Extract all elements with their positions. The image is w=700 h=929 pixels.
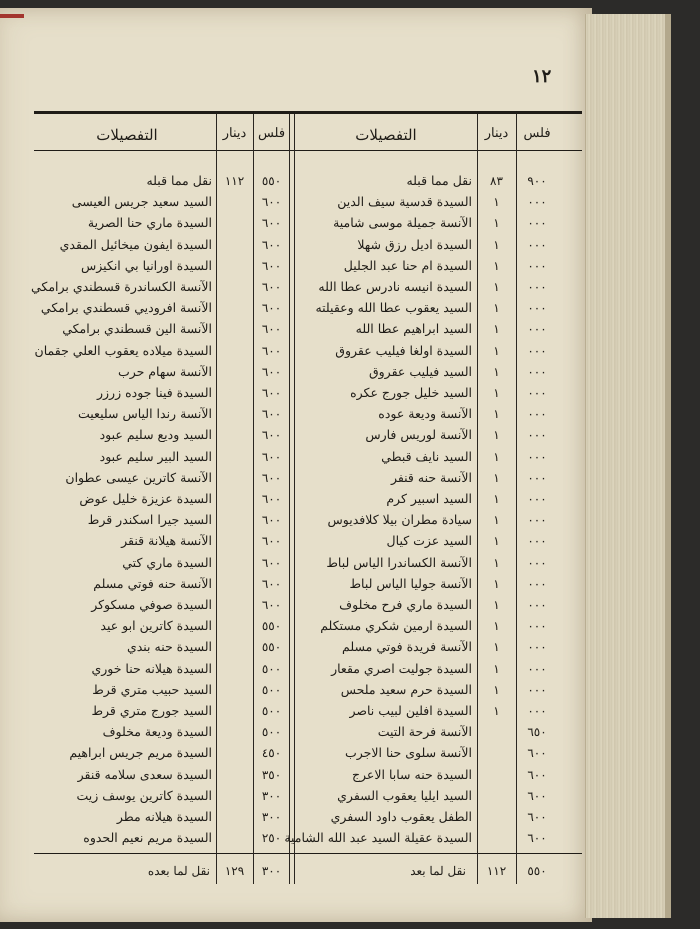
right-row-dinar [477, 806, 516, 828]
left-row-fils: ٦٠٠ [261, 577, 282, 591]
right-row-fils: ٦٠٠ [527, 789, 547, 803]
right-row-dinar: ١ [493, 577, 500, 591]
left-row-fils: ٦٠٠ [261, 492, 282, 506]
left-row-fils: ٦٠٠ [261, 238, 282, 252]
right-row-dinar: ١ [493, 259, 500, 273]
right-row-fils: ٠٠٠ [527, 344, 547, 358]
left-row-fils: ٥٥٠ [261, 640, 282, 654]
left-row-fils: ٦٠٠ [261, 534, 282, 548]
left-row-name: السيدة سعدى سلامه قنقر [77, 767, 212, 782]
right-row-fils: ٦٠٠ [527, 810, 547, 824]
right-row-dinar: ١ [493, 450, 500, 464]
right-row-name: السيد اسبير كرم [386, 491, 472, 506]
left-row-dinar [216, 594, 253, 616]
left-row-name: السيدة ماري كتي [122, 555, 212, 570]
right-row-fils: ٠٠٠ [527, 322, 547, 336]
left-row-name: السيدة مريم جريس ابراهيم [69, 745, 212, 760]
left-row-dinar [216, 297, 253, 319]
right-row-name: السيدة قدسية سيف الدين [337, 194, 472, 209]
left-row-fils: ٦٠٠ [261, 513, 282, 527]
right-row-fils: ٠٠٠ [527, 280, 547, 294]
right-row-fils: ٠٠٠ [527, 577, 547, 591]
left-row-dinar [216, 382, 253, 404]
right-row-dinar [477, 785, 516, 807]
right-row-name: الآنسة وديعة عوده [378, 406, 472, 421]
right-row-dinar: ١ [493, 428, 500, 442]
left-row-name: السيد وديع سليم عبود [99, 427, 212, 442]
left-row-name: الآنسة رندا الياس سليعيت [78, 406, 212, 421]
left-row-dinar [216, 234, 253, 256]
left-row-name: السيدة وديعة مخلوف [102, 724, 212, 739]
left-row-fils: ٦٠٠ [261, 386, 282, 400]
right-row-name: السيدة افلين لبيب ناصر [349, 703, 472, 718]
right-row-name: السيدة جوليت اصري مقعار [331, 661, 472, 676]
left-row-name: السيد حبيب متري قرط [92, 682, 212, 697]
left-row-dinar: ١١٢ [224, 174, 245, 188]
left-footer-dinar: ١٢٩ [224, 864, 245, 878]
left-row-dinar [216, 191, 253, 213]
right-row-name: السيد نايف قبطي [381, 449, 472, 464]
right-row-fils: ٠٠٠ [527, 216, 547, 230]
right-row-name: الآنسة جميلة موسى شامية [333, 215, 472, 230]
right-row-fils: ٠٠٠ [527, 386, 547, 400]
right-row-name: السيدة ام حنا عبد الجليل [343, 258, 472, 273]
left-row-dinar [216, 700, 253, 722]
right-row-fils: ٠٠٠ [527, 195, 547, 209]
right-row-dinar: ١ [493, 386, 500, 400]
right-row-fils: ٠٠٠ [527, 598, 547, 612]
left-row-dinar [216, 530, 253, 552]
right-row-dinar: ١ [493, 513, 500, 527]
right-row-name: نقل مما قبله [406, 173, 472, 188]
right-row-dinar [477, 721, 516, 743]
left-row-name: السيدة كاترين يوسف زيت [76, 788, 212, 803]
right-row-fils: ٠٠٠ [527, 513, 547, 527]
left-row-fils: ٥٥٠ [261, 174, 282, 188]
left-row-fils: ٦٠٠ [261, 365, 282, 379]
right-row-name: السيدة انيسه نادرس عطا الله [318, 279, 472, 294]
top-rule [34, 111, 582, 114]
right-row-fils: ٠٠٠ [527, 683, 547, 697]
right-row-name: السيد خليل جورج عكره [350, 385, 472, 400]
left-row-fils: ٦٠٠ [261, 407, 282, 421]
left-row-fils: ٦٠٠ [261, 598, 282, 612]
right-row-dinar: ١ [493, 344, 500, 358]
left-row-dinar [216, 827, 253, 849]
left-row-name: السيدة صوفي مسكوكر [91, 597, 212, 612]
right-row-name: الآنسة سلوى حنا الاجرب [344, 745, 472, 760]
right-row-name: السيدة حرم سعيد ملحس [340, 682, 472, 697]
left-row-name: السيدة ماري حنا الصرية [87, 215, 212, 230]
left-row-dinar [216, 403, 253, 425]
left-row-dinar [216, 509, 253, 531]
right-row-name: السيدة عقيلة السيد عبد الله الشامية [284, 830, 472, 845]
right-row-dinar [477, 827, 516, 849]
left-row-name: السيد جيرا اسكندر قرط [87, 512, 212, 527]
right-row-name: السيد عزت كيال [386, 533, 472, 548]
right-row-dinar [477, 742, 516, 764]
right-row-name: السيد فيليب عقروق [368, 364, 472, 379]
right-row-name: السيد ابراهيم عطا الله [355, 321, 472, 336]
left-row-fils: ٦٠٠ [261, 322, 282, 336]
right-row-fils: ٠٠٠ [527, 556, 547, 570]
right-row-name: الآنسة الكساندرا الياس لباط [326, 555, 472, 570]
book-page-edges [585, 14, 671, 918]
right-row-name: سيادة مطران بيلا كلافديوس [327, 512, 472, 527]
left-row-name: السيدة فينا جوده زرزر [96, 385, 212, 400]
right-header-dinar: دينار [484, 126, 509, 141]
left-row-dinar [216, 573, 253, 595]
right-row-name: السيد يعقوب عطا الله وعقيلته [315, 300, 472, 315]
right-row-name: السيد ايليا يعقوب السفري [337, 788, 472, 803]
left-row-dinar [216, 658, 253, 680]
right-row-dinar: ١ [493, 365, 500, 379]
left-footer-fils: ٣٠٠ [261, 864, 282, 878]
page-number: ١٢ [532, 66, 552, 87]
right-row-fils: ٠٠٠ [527, 640, 547, 654]
right-row-fils: ٠٠٠ [527, 619, 547, 633]
right-row-dinar: ١ [493, 662, 500, 676]
right-row-dinar: ١ [493, 407, 500, 421]
left-row-fils: ٦٠٠ [261, 471, 282, 485]
left-row-fils: ٦٠٠ [261, 556, 282, 570]
left-row-name: السيدة كاترين ابو عيد [100, 618, 212, 633]
left-row-dinar [216, 806, 253, 828]
right-row-name: السيدة ارمين شكري مستكلم [320, 618, 472, 633]
right-row-fils: ٠٠٠ [527, 407, 547, 421]
left-row-fils: ٢٥٠ [261, 831, 282, 845]
left-row-name: السيدة هيلانه حنا خوري [91, 661, 212, 676]
right-row-fils: ٠٠٠ [527, 450, 547, 464]
right-row-dinar: ١ [493, 492, 500, 506]
right-row-name: الآنسة لوريس فارس [365, 427, 472, 442]
left-row-dinar [216, 467, 253, 489]
left-row-fils: ٦٠٠ [261, 301, 282, 315]
right-row-fils: ٦٥٠ [527, 725, 547, 739]
right-row-fils: ٠٠٠ [527, 238, 547, 252]
right-row-fils: ٠٠٠ [527, 259, 547, 273]
right-row-dinar: ١ [493, 322, 500, 336]
right-row-dinar: ١ [493, 619, 500, 633]
left-row-name: السيدة مريم نعيم الحدوه [83, 830, 212, 845]
header-rule [34, 150, 582, 151]
right-row-fils: ٠٠٠ [527, 662, 547, 676]
right-row-name: الآنسة حنه قنفر [390, 470, 472, 485]
left-row-name: السيد جورج متري قرط [91, 703, 212, 718]
left-row-dinar [216, 361, 253, 383]
left-row-dinar [216, 488, 253, 510]
right-row-name: السيدة اديل رزق شهلا [357, 237, 472, 252]
left-row-dinar [216, 764, 253, 786]
right-row-fils: ٦٠٠ [527, 746, 547, 760]
right-row-dinar: ١ [493, 301, 500, 315]
right-footer-carry: نقل لما بعد [410, 864, 466, 878]
left-row-fils: ٦٠٠ [261, 259, 282, 273]
right-row-name: السيدة اولغا فيليب عقروق [335, 343, 472, 358]
left-row-name: الآنسة الين قسطندي برامكي [62, 321, 212, 336]
right-row-dinar: ١ [493, 598, 500, 612]
right-row-name: الآنسة جوليا الياس لباط [349, 576, 472, 591]
right-row-dinar: ١ [493, 195, 500, 209]
left-row-fils: ٦٠٠ [261, 216, 282, 230]
left-row-fils: ٥٠٠ [261, 725, 282, 739]
right-row-dinar: ١ [493, 556, 500, 570]
left-row-fils: ٣٥٠ [261, 768, 282, 782]
right-row-dinar: ١ [493, 640, 500, 654]
right-row-fils: ٦٠٠ [527, 768, 547, 782]
right-row-fils: ٠٠٠ [527, 704, 547, 718]
left-row-fils: ٦٠٠ [261, 280, 282, 294]
left-row-name: نقل مما قبله [146, 173, 212, 188]
left-row-fils: ٥٠٠ [261, 704, 282, 718]
left-row-fils: ٤٥٠ [261, 746, 282, 760]
left-row-name: الآنسة افروديي قسطندي برامكي [40, 300, 212, 315]
right-header-fils: فلس [523, 126, 551, 141]
left-row-dinar [216, 636, 253, 658]
left-row-name: السيد البير سليم عبود [99, 449, 212, 464]
left-row-name: الآنسة الكساندرة قسطندي برامكي [31, 279, 212, 294]
right-row-fils: ٠٠٠ [527, 492, 547, 506]
right-header-details: التفصيلات [355, 126, 417, 144]
left-row-dinar [216, 446, 253, 468]
left-row-name: الآنسة هيلانة قنقر [121, 533, 212, 548]
left-row-name: السيدة ميلاده يعقوب العلي جقمان [34, 343, 212, 358]
right-row-dinar: ١ [493, 534, 500, 548]
left-row-name: السيد سعيد جريس العيسى [71, 194, 212, 209]
left-row-dinar [216, 212, 253, 234]
left-row-fils: ٦٠٠ [261, 450, 282, 464]
right-row-name: الطفل يعقوب داود السفري [330, 809, 472, 824]
left-header-fils: فلس [257, 126, 286, 141]
left-row-dinar [216, 615, 253, 637]
left-row-dinar [216, 424, 253, 446]
right-row-dinar: ١ [493, 238, 500, 252]
left-row-name: الآنسة حنه فوتي مسلم [93, 576, 212, 591]
left-row-name: الآنسة سهام حرب [117, 364, 212, 379]
left-row-fils: ٦٠٠ [261, 344, 282, 358]
left-footer-carry: نقل لما بعده [147, 864, 210, 878]
left-row-fils: ٦٠٠ [261, 195, 282, 209]
right-row-dinar: ١ [493, 683, 500, 697]
left-row-dinar [216, 785, 253, 807]
left-row-name: السيدة عزيزة خليل عوض [79, 491, 212, 506]
left-row-fils: ٥٥٠ [261, 619, 282, 633]
right-row-fils: ٠٠٠ [527, 428, 547, 442]
right-row-dinar: ١ [493, 280, 500, 294]
right-footer-fils: ٥٥٠ [527, 864, 547, 878]
right-footer-dinar: ١١٢ [486, 864, 507, 878]
left-row-fils: ٣٠٠ [261, 789, 282, 803]
left-row-name: السيدة هيلانه مطر [116, 809, 212, 824]
left-row-dinar [216, 276, 253, 298]
left-row-dinar [216, 318, 253, 340]
left-row-dinar [216, 255, 253, 277]
left-row-name: السيدة ايفون ميخائيل المقدي [59, 237, 212, 252]
right-row-fils: ٩٠٠ [527, 174, 547, 188]
right-row-fils: ٠٠٠ [527, 301, 547, 315]
right-row-dinar: ١ [493, 704, 500, 718]
left-row-fils: ٣٠٠ [261, 810, 282, 824]
left-row-name: السيدة حنه بندي [126, 639, 212, 654]
left-row-fils: ٥٠٠ [261, 662, 282, 676]
left-row-fils: ٥٠٠ [261, 683, 282, 697]
left-row-dinar [216, 721, 253, 743]
right-row-dinar: ١ [493, 471, 500, 485]
right-row-dinar [477, 764, 516, 786]
left-row-dinar [216, 552, 253, 574]
right-row-fils: ٠٠٠ [527, 471, 547, 485]
right-row-name: الآنسة فرحة التيت [377, 724, 472, 739]
left-header-details: التفصيلات [96, 126, 158, 144]
right-row-dinar: ١ [493, 216, 500, 230]
right-row-fils: ٠٠٠ [527, 365, 547, 379]
left-row-dinar [216, 679, 253, 701]
right-row-name: السيدة ماري فرح مخلوف [339, 597, 472, 612]
right-row-name: السيدة حنه سابا الاعرج [351, 767, 472, 782]
right-row-dinar: ٨٣ [490, 174, 503, 188]
left-row-dinar [216, 340, 253, 362]
red-bookmark-mark [0, 14, 24, 18]
right-row-fils: ٦٠٠ [527, 831, 547, 845]
left-row-fils: ٦٠٠ [261, 428, 282, 442]
left-row-name: الآنسة كاترين عيسى عطوان [65, 470, 212, 485]
right-row-fils: ٠٠٠ [527, 534, 547, 548]
left-row-dinar [216, 742, 253, 764]
right-row-name: الآنسة فريدة فوتي مسلم [342, 639, 472, 654]
center-divider [289, 114, 295, 884]
left-row-name: السيدة اورانيا بي انكيزس [81, 258, 212, 273]
left-header-dinar: دينار [222, 126, 247, 141]
footer-rule [34, 853, 582, 854]
